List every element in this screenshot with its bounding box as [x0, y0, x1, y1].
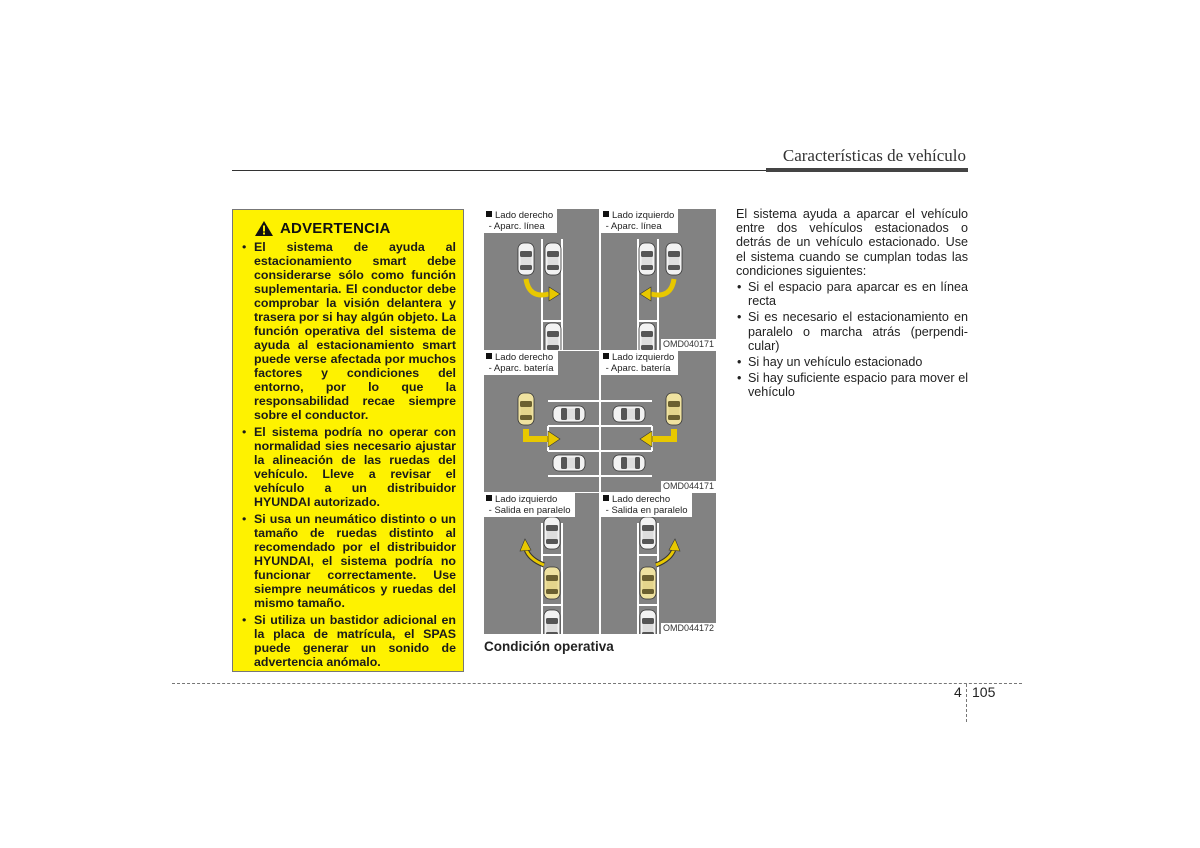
figure-code: OMD044171: [662, 481, 714, 491]
warning-item: • Si utiliza un bastidor adicional en la placa de matrícula, el SPAS puede generar un sonido de advertencia anómalo.: [240, 613, 456, 669]
panel-left-line-parking: [601, 209, 716, 350]
condition-item: • Si el espacio para aparcar es en línea recta: [736, 280, 968, 308]
panel-label: Lado izquierdo - Salida en paralelo: [484, 493, 575, 517]
footer-divider: [966, 684, 967, 722]
figure-code: OMD040171: [662, 339, 714, 349]
panel-label: Lado derecho - Aparc. batería: [484, 351, 558, 375]
panel-label: Lado izquierdo - Aparc. batería: [601, 351, 678, 375]
warning-item: • Si usa un neumático distinto o un tamaño de ruedas distinto al recomendado por el distribuidor HYUNDAI, el sistema podría no funcionar correctamente. Use siempre neumáticos y ruedas del mismo tamaño.: [240, 512, 456, 610]
figure-code: OMD044172: [662, 623, 714, 633]
parking-figures: [484, 209, 716, 634]
warning-item: • El sistema de ayuda al estacionamiento smart debe considerarse sólo como función suplementaria. El conductor debe comprobar la visión delantera y trasera por si hay algún objeto. La función operativa del sistema de ayuda al estacionamiento smart puede verse afectada por muchos factores y condiciones del entorno, por lo que la responsabilidad recae siempre sobre el conductor.: [240, 240, 456, 422]
warning-list: [240, 240, 456, 669]
chapter-number: 4: [954, 684, 962, 700]
condition-item: • Si es necesario el estacionamiento en paralelo o marcha atrás (perpendi-cular): [736, 310, 968, 353]
figure-caption: Condición operativa: [484, 639, 614, 654]
panel-right-parallel-exit: [601, 493, 716, 634]
panel-label: Lado izquierdo - Aparc. línea: [601, 209, 678, 233]
panel-label: Lado derecho - Aparc. línea: [484, 209, 557, 233]
panel-right-battery-parking: [484, 351, 599, 492]
warning-item: • El sistema podría no operar con normalidad sies necesario ajustar la alineación de las ruedas del vehículo. Lleve a revisar el vehículo a un distribuidor HYUNDAI autorizado.: [240, 425, 456, 509]
panel-left-parallel-exit: [484, 493, 599, 634]
warning-header: [240, 220, 456, 237]
warning-box: [232, 209, 464, 672]
body-text: [736, 207, 968, 402]
header-title: Características de vehículo: [782, 146, 966, 165]
conditions-list: [736, 280, 968, 400]
footer-rule: [172, 683, 1022, 684]
condition-item: • Si hay un vehículo estacionado: [736, 355, 968, 369]
warning-triangle-icon: [254, 220, 274, 237]
panel-label: Lado derecho - Salida en paralelo: [601, 493, 692, 517]
intro-paragraph: El sistema ayuda a aparcar el vehículo entre dos vehículos estacionados o detrás de un vehículo estacionado. Use el sistema cuando se cumplan todas las condiciones siguientes:: [736, 207, 968, 278]
panel-right-line-parking: [484, 209, 599, 350]
page-number: 105: [972, 684, 996, 700]
panel-left-battery-parking: [601, 351, 716, 492]
condition-item: • Si hay suficiente espacio para mover el vehículo: [736, 371, 968, 399]
header-rule-accent: [766, 168, 968, 172]
warning-title: ADVERTENCIA: [280, 220, 391, 237]
